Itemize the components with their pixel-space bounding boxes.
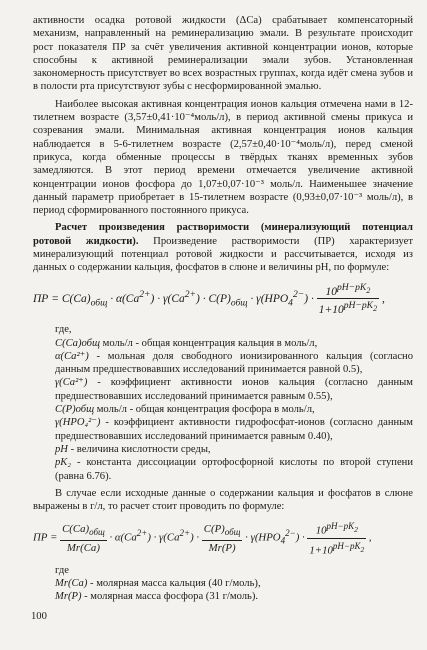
definitions-list [33, 337, 413, 483]
where-label: где, [55, 324, 72, 336]
definition-item [33, 416, 413, 443]
definition-text: - молярная масса кальция (40 г/моль), [87, 577, 261, 589]
definition-item [33, 456, 413, 483]
section-heading: Расчет произведения растворимости (минерализующий потенциал ротовой жидкости). [33, 222, 413, 247]
definition-symbol: γ(HPO₄²⁻) [55, 417, 101, 429]
definitions-list-2 [33, 577, 413, 604]
definition-text: - коэффициент активности ионов кальция (согласно данным предшествовавших исследований принимается равным 0.55), [55, 377, 413, 402]
definition-item [33, 350, 413, 377]
definition-text: моль/л - общая концентрация кальция в моль/л, [99, 337, 318, 349]
definition-item [33, 376, 413, 403]
where-label-2: где [55, 564, 69, 576]
definition-text: моль/л - общая концентрация фосфора в моль/л, [94, 404, 315, 416]
paragraph-3: Расчет произведения растворимости (минерализующий потенциал ротовой жидкости). Произведение растворимости (ПР) характеризует минерализующий потенциал ротовой жидкости и рассчитывается, исходя из данных о содержании кальция, фосфатов в слюне и величины pH, по формуле: [33, 222, 413, 274]
definition-symbol: C(Ca)общ [55, 337, 100, 349]
definition-symbol: Mr(P) [55, 591, 82, 603]
definition-item [33, 443, 413, 456]
definition-symbol: pK₂ [55, 457, 72, 469]
definition-symbol: C(P)общ [55, 404, 95, 416]
definition-symbol: γ(Ca²⁺) [55, 377, 88, 389]
definition-text: - константа диссоциации ортофосфорной кислоты по второй ступени (равна 6.76). [55, 457, 413, 482]
paragraph-1: активности осадка ротовой жидкости (ΔСа) срабатывает компенсаторный механизм, направленный на реминерализацию эмали. В результате происходит рост показателя ПР за счёт увеличения активной концентрации ионов, которые способны к активной реминерализации эмали зубов. Установленная закономерность присутствует во всех возрастных группах, когда идёт смена зубов и в полости рта присутствуют зубы с несформированной эмалью. [33, 15, 413, 93]
page-number: 100 [31, 611, 47, 622]
paragraph-2: Наиболее высокая активная концентрация ионов кальция отмечена нами в 12-тилетнем возрасте (3,57±0,41·10⁻⁴моль/л), в период активной смены прикуса и созревания эмали. Минимальная активная концентрация ионов кальция наблюдается в 5-6-тилетнем возрасте (2,57±0,40·10⁻⁴моль/л), перед сменой прикуса, когда обменные процессы в твёрдых тканях временных зубов замедляются. В этот период времени отмечается увеличение активной концентрации ионов фосфора до 1,07±0,07·10⁻³ моль/л. Наименьшее значение данный параметр приобретает в 15-тилетнем возрасте (0,93±0,07·10⁻³ моль/л), в период сформированного постоянного прикуса. [33, 98, 413, 217]
definition-item [33, 403, 413, 416]
definition-text: - молярная масса фосфора (31 г/моль). [81, 591, 259, 603]
definition-text: - величина кислотности среды, [67, 443, 211, 455]
definition-item [33, 337, 413, 350]
formula-1: ПР = $C(Ca)_{общ} \cdot \alpha(Ca^{2+}) \cdot \gamma(Ca^{2+}) \cdot C(P)_{общ} \cdot \gamma(HPO_4^{2-})$ · $\frac{10^{pH-pK_2}}{1+10^{pH-pK_2}}$ , [33, 281, 385, 317]
definition-symbol: Mr(Ca) [55, 577, 88, 589]
paragraph-4: В случае если исходные данные о содержании кальция и фосфатов в слюне выражены в г/л, то расчет стоит проводить по формуле: [33, 487, 413, 513]
definition-symbol: α(Ca²⁺) [55, 350, 89, 362]
definition-item [33, 577, 413, 590]
formula-2: ПР = $\frac{C(Ca)_{общ}}{Mr(Ca)}$ · $\alpha(Ca^{2+}) \cdot \gamma(Ca^{2+})$ · $\frac{C(P)_{общ}}{Mr(P)}$ · $\gamma(HPO_4^{2-})$ · $\frac{10^{pH-pK_2}}{1+10^{pH-pK_2}}$ , [33, 521, 372, 557]
definition-symbol: pH [55, 443, 68, 455]
definition-item [33, 590, 413, 603]
definition-text: - коэффициент активности гидрофосфат-ионов (согласно данным предшествовавших исследований принимается равным 0.40), [55, 417, 413, 442]
definition-text: - мольная доля свободного ионизированного кальция (согласно данным предшествовавших исследований принимается равной 0.5), [55, 350, 413, 376]
